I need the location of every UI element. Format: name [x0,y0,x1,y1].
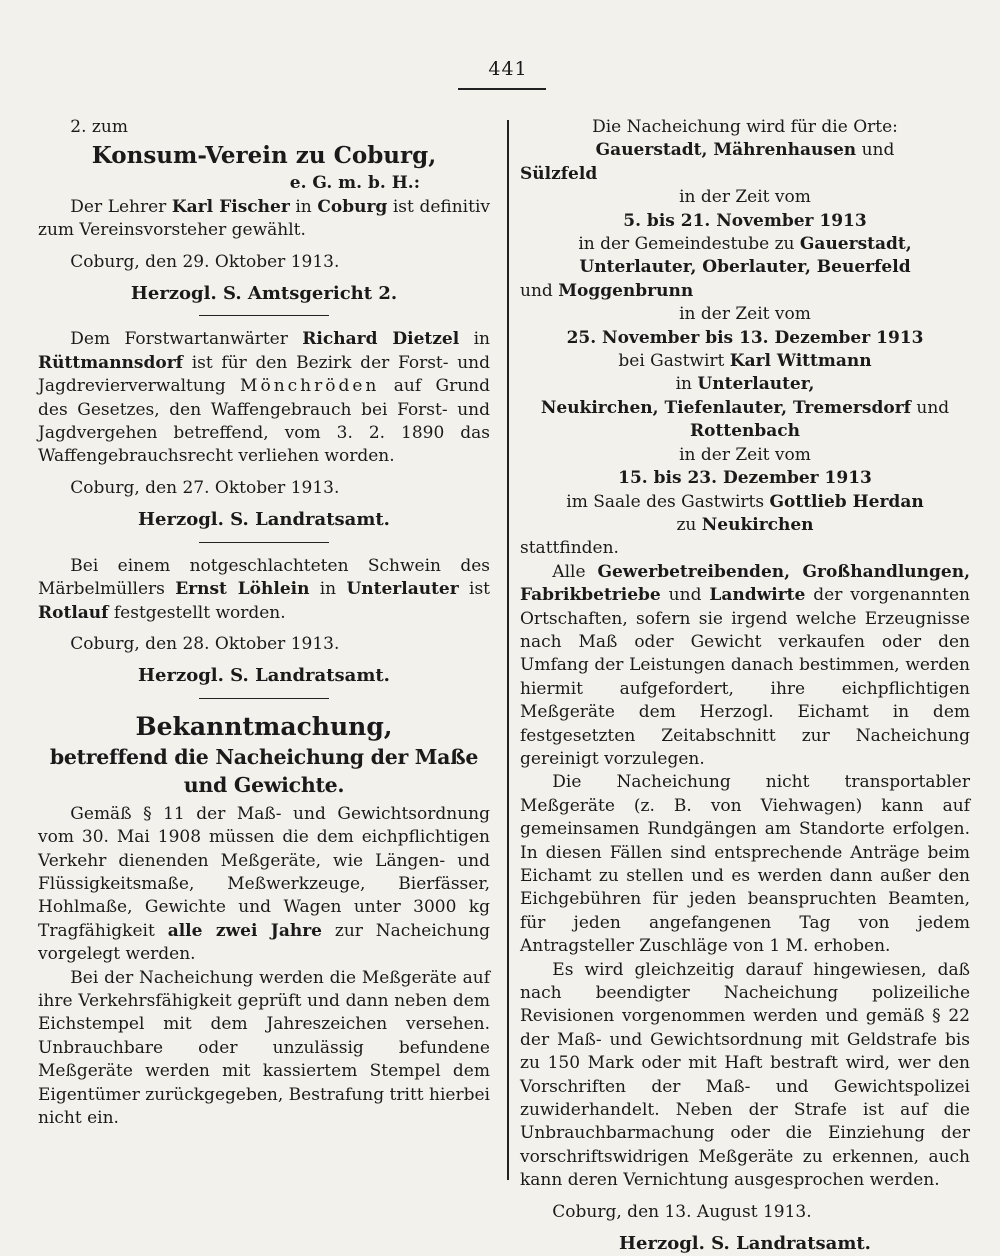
text-run: ist definitiv zum Vereinsvorsteher gewählt. [38,196,490,241]
page-number-rule [458,88,546,90]
place-list: Gauerstadt, Mährenhausen [595,140,857,161]
schedule-location [520,233,970,256]
place-list: Neukirchen, Tiefenlauter, Tremersdorf [540,397,911,418]
entry-intro: 2. zum [70,117,128,137]
text-run: und [861,140,895,161]
text-run: ist für den Bezirk der Forst- und Jagdrevierverwaltung [38,352,490,397]
schedule-period-label: in der Zeit vom [679,304,811,325]
date-range: 5. bis 21. November 1913 [623,210,867,231]
place-name: Mönchröden [240,376,380,397]
date-range: 15. bis 23. Dezember 1913 [618,468,872,489]
notice-signature: Herzogl. S. Amtsgericht 2. [130,283,398,305]
notice-signature: Herzogl. S. Landratsamt. [619,1233,871,1255]
schedule-places [520,163,970,186]
notice-signature: Herzogl. S. Landratsamt. [138,509,390,531]
text-run: Gemäß § 11 der Maß- und Gewichtsordnung vom 30. Mai 1908 müssen die dem eichpflichtigen Verkehr dienenden Meßgeräte, wie Längen- und Flüssigkeitsmaße, Meßwerkzeuge, Bierfässer, Hohlmaße, Gewichte und Wagen unter 3000 kg Tragfähigkeit [38,803,490,941]
schedule-location [520,491,970,514]
section-separator [199,315,329,316]
text-run: in [473,329,490,350]
notice-date: Coburg, den 13. August 1913. [552,1201,812,1222]
schedule-location [520,514,970,537]
text-run: festgestellt worden. [113,602,286,623]
right-column [520,116,970,1256]
place-list: Moggenbrunn [558,280,694,301]
emphasis: Landwirte [709,585,806,606]
notice-signature: Herzogl. S. Landratsamt. [138,665,390,687]
place-list: Sülzfeld [520,163,598,184]
left-column [38,116,490,1130]
text-run: auf Grund des Gesetzes, den Waffengebrauch bei Forst- und Jagdvergehen betreffend, vom 3. 2. 1890 das Waffengebrauchsrecht verliehen worden. [38,376,491,467]
text-run: ist [469,579,491,600]
entry-title: Konsum-Verein zu Coburg, [91,142,437,170]
person-name: Karl Fischer [171,196,290,217]
text-run: und [668,585,702,606]
announcement-title: Bekanntmachung, [135,711,393,741]
notice-date: Coburg, den 28. Oktober 1913. [70,633,340,654]
schedule-location [520,373,970,396]
entry-subtitle: e. G. m. b. H.: [289,173,420,194]
place-name: Gauerstadt, [799,234,912,255]
text-run: in [319,579,337,600]
place-name: Unterlauter, [697,374,815,395]
announcement-paragraph [38,803,490,967]
text-run: zu [676,514,697,535]
schedule-period-label: in der Zeit vom [679,444,811,465]
text-run: im Saale des Gastwirts [566,491,765,512]
emphasis: alle zwei Jahre [167,920,322,941]
place-name: Coburg [317,196,388,217]
text-run: der vorgenannten Ortschaften, sofern sie irgend welche Erzeugnisse nach Maß oder Gewicht verkaufen oder den Umfang der Leistungen danach bestimmen, werden hiermit aufgefordert, ihre eichpflichtigen Meßgeräte dem Herzogl. Eichamt in dem festgesetzten Zeitabschnitt zur Nacheichung gereinigt vorzulegen. [520,585,970,769]
place-name: Neukirchen [701,514,814,535]
person-name: Richard Dietzel [302,329,460,350]
announcement-subtitle: betreffend die Nacheichung der Maße und Gewichte. [49,744,479,797]
place-list: Rottenbach [690,421,800,442]
announcement-paragraph: Die Nacheichung nicht transportabler Meßgeräte (z. B. von Viehwagen) kann auf gemeinsamen Rundgängen am Standorte erfolgen. In diesen Fällen sind entsprechende Anträge beim Eichamt zu stellen und es werden dann außer den Eichgebühren für jeden beanspruchten Beamten, für jeden angefangenen Tag von jedem Antragsteller Zuschläge von 1 M. erhoben. [520,772,970,957]
schedule-dates [520,210,970,233]
text-run: bei Gastwirt [618,351,725,372]
person-name: Ernst Löhlein [175,579,310,600]
text-run: in [295,196,312,217]
announcement-paragraph: Es wird gleichzeitig darauf hingewiesen, daß nach beendigter Nacheichung polizeiliche Revisionen vorgenommen werden und gemäß § 22 der Maß- und Gewichtsordnung mit Geldstrafe bis zu 150 Mark oder mit Haft bestraft wird, wer den Vorschriften der Maß- und Gewichtspolizei zuwiderhandelt. Neben der Strafe ist auf die Unbrauchbarmachung oder die Einziehung der vorschriftswidrigen Meßgeräte zu erkennen, auch kann deren Vernichtung ausgesprochen werden. [520,959,970,1191]
schedule-period-label: in der Zeit vom [679,187,811,208]
date-range: 25. November bis 13. Dezember 1913 [566,327,924,348]
schedule-intro: Die Nacheichung wird für die Orte: [592,117,898,137]
announcement-paragraph [520,561,970,772]
disease-name: Rotlauf [38,602,109,623]
column-divider [507,120,509,1180]
place-name: Rüttmannsdorf [38,352,183,373]
person-name: Gottlieb Herdan [769,491,924,512]
place-list: Unterlauter, Oberlauter, Beuerfeld [579,257,911,278]
text-run: zur Nacheichung vorgelegt werden. [38,920,491,965]
schedule-places [520,397,970,444]
page-number: 441 [488,58,528,80]
text-run: Der Lehrer [70,196,167,217]
text-run: in der Gemeindestube zu [578,234,795,255]
schedule-location [520,350,970,373]
schedule-dates [520,327,970,350]
schedule-places [520,256,970,279]
schedule-end: stattfinden. [520,538,619,559]
text-run: Bei einem notgeschlachteten Schwein des Märbelmüllers [38,555,490,600]
schedule-places [520,280,970,303]
notice-text [38,555,490,625]
schedule-places [520,139,970,162]
notice-date: Coburg, den 29. Oktober 1913. [70,251,340,272]
section-separator [199,542,329,543]
announcement-paragraph: Bei der Nacheichung werden die Meßgeräte auf ihre Verkehrsfähigkeit geprüft und dann neben dem Eichstempel mit dem Jahreszeichen versehen. Unbrauchbare oder unzulässig befundene Meßgeräte werden mit kassiertem Stempel dem Eigentümer zurückgegeben, Bestrafung tritt hierbei nicht ein. [38,967,490,1128]
section-separator [199,698,329,699]
emphasis: Gewerbetreibenden, Großhandlungen, Fabrikbetriebe [520,561,971,606]
text-run: Dem Forstwartanwärter [70,329,288,350]
place-name: Unterlauter [346,579,459,600]
text-run: und [520,280,553,301]
person-name: Karl Wittmann [729,351,872,372]
notice-date: Coburg, den 27. Oktober 1913. [70,477,340,498]
text-run: und [916,397,950,418]
text-run: in [675,374,693,395]
entry-text [38,196,490,243]
schedule-dates [520,467,970,490]
notice-text [38,328,490,468]
text-run: Alle [552,561,586,582]
